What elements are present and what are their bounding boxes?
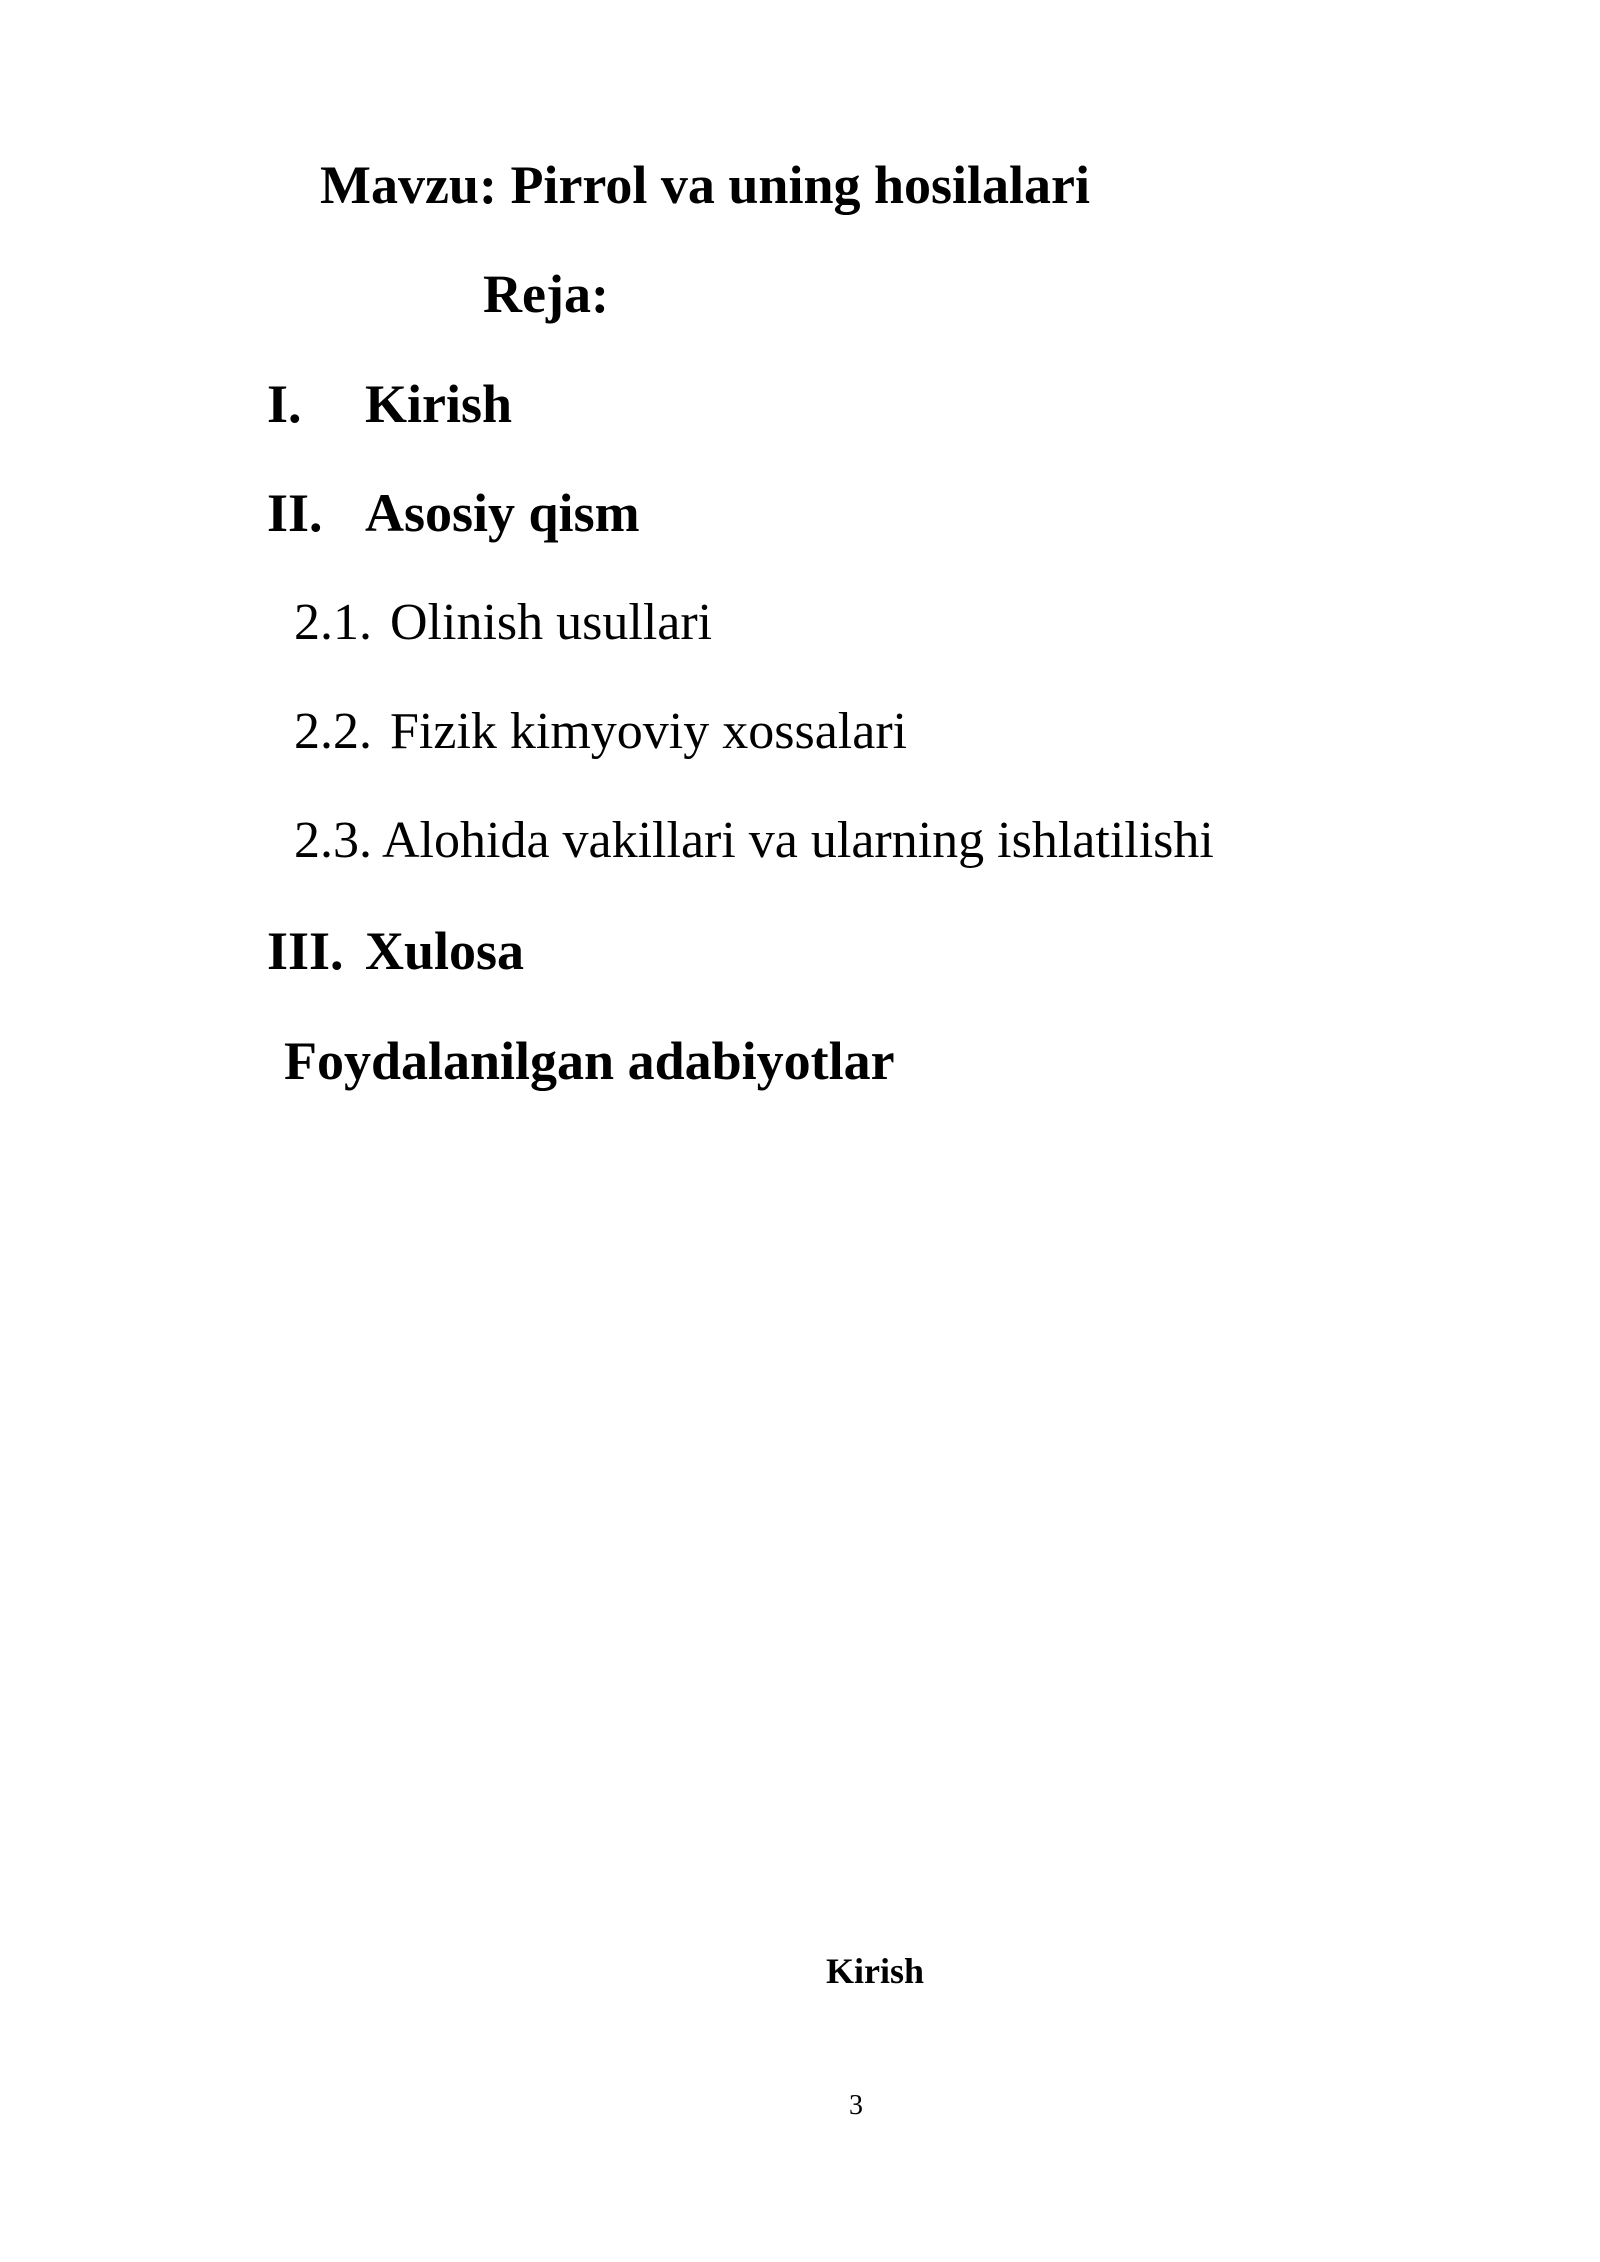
subsection-label: Fizik kimyoviy xossalari — [390, 703, 908, 760]
outline-label: Kirish — [365, 374, 513, 434]
page-number: 3 — [849, 2090, 863, 2121]
subsection-label: Olinish usullari — [390, 594, 713, 651]
section-heading: Kirish — [825, 1951, 924, 1991]
subsection-number: 2.2. — [294, 703, 372, 760]
literature-heading: Foydalanilgan adabiyotlar — [284, 1031, 895, 1091]
outline-numeral: III. — [267, 921, 344, 981]
outline-numeral: I. — [267, 374, 302, 434]
outline-label: Xulosa — [365, 921, 525, 981]
document-title: Mavzu: Pirrol va uning hosilalari — [320, 155, 1091, 215]
subsection-number: 2.3. — [294, 812, 372, 869]
outline-label: Asosiy qism — [365, 483, 640, 543]
subsection-label: Alohida vakillari va ularning ishlatilishi — [382, 812, 1214, 869]
subsection-number: 2.1. — [294, 594, 372, 651]
plan-heading: Reja: — [483, 264, 609, 324]
outline-numeral: II. — [267, 483, 323, 543]
